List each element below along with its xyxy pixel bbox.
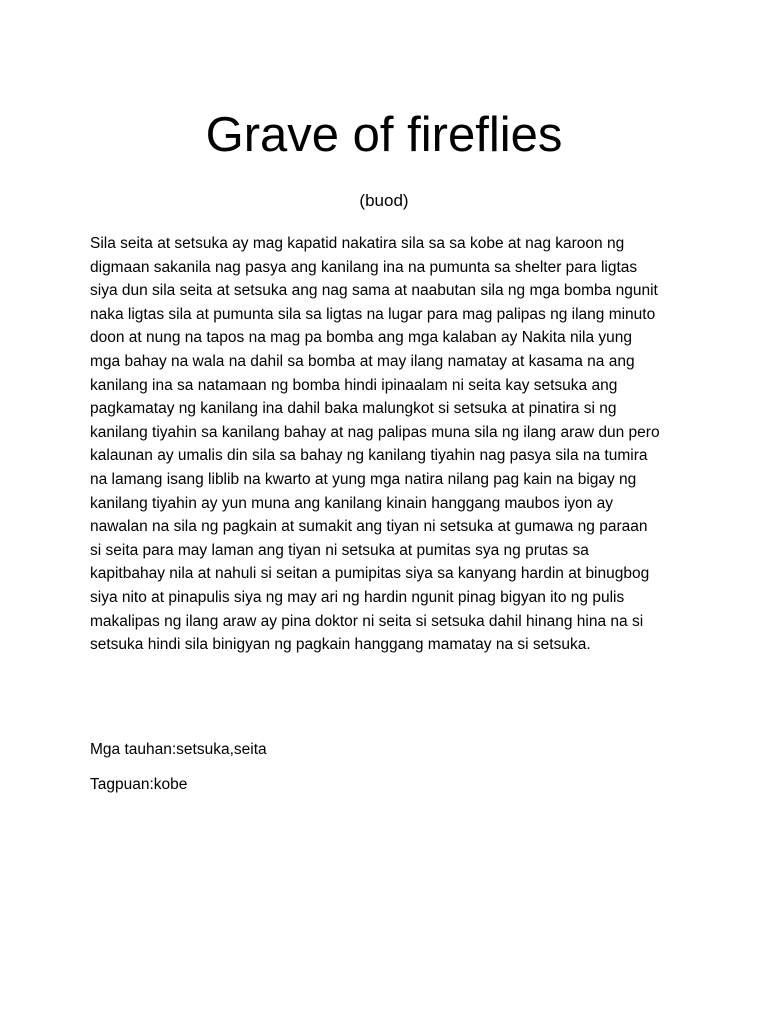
summary-paragraph — [90, 232, 690, 657]
summary-line: Sila seita at setsuka ay mag kapatid nakatira sila sa sa kobe at nag karoon ng — [90, 235, 625, 252]
summary-line: kanilang ina sa natamaan ng bomba hindi ipinaalam ni seita kay setsuka ang — [90, 376, 618, 394]
summary-line: nawalan na sila ng pagkain at sumakit ang tiyan ni setsuka at gumawa ng paraan — [90, 518, 648, 536]
summary-line: digmaan sakanila nag pasya ang kanilang ina na pumunta sa shelter para ligtas — [90, 258, 638, 276]
summary-line: na lamang isang liblib na kwarto at yung mga natira nilang pag kain na bigay ng — [90, 470, 637, 488]
summary-line: kapitbahay nila at nahuli si seitan a pumipitas siya sa kanyang hardin at binugbog — [90, 565, 650, 583]
summary-line: kanilang tiyahin sa kanilang bahay at nag palipas muna sila ng ilang araw dun pero — [90, 423, 660, 441]
summary-line: siya nito at pinapulis siya ng may ari ng hardin ngunit pinag bigyan ito ng pulis — [90, 588, 625, 606]
summary-line: si seita para may laman ang tiyan ni setsuka at pumitas sya ng prutas sa — [90, 541, 589, 559]
document-subtitle: (buod) — [359, 191, 409, 210]
summary-line: pagkamatay ng kanilang ina dahil baka malungkot si setsuka at pinatira si ng — [90, 400, 617, 418]
summary-line: makalipas ng ilang araw ay pina doktor ni seita si setsuka dahil hinang hina na si — [90, 612, 644, 630]
summary-line: siya dun sila seita at setsuka ang nag sama at naabutan sila ng mga bomba ngunit — [90, 282, 658, 300]
characters-line: Mga tauhan:setsuka,seita — [90, 741, 267, 758]
summary-line: naka ligtas sila at pumunta sila sa ligtas na lugar para mag palipas ng ilang minuto — [90, 305, 656, 323]
summary-line: doon at nung na tapos na mag pa bomba ang mga kalaban ay Nakita nila yung — [90, 329, 633, 347]
summary-line: setsuka hindi sila binigyan ng pagkain hanggang mamatay na si setsuka. — [90, 636, 591, 654]
summary-line: mga bahay na wala na dahil sa bomba at may ilang namatay at kasama na ang — [90, 352, 635, 370]
summary-line: kalaunan ay umalis din sila sa bahay ng kanilang tiyahin nag pasya sila na tumira — [90, 447, 648, 465]
setting-line: Tagpuan:kobe — [90, 776, 188, 793]
summary-line: kanilang tiyahin ay yun muna ang kanilang kinain hanggang maubos iyon ay — [90, 494, 614, 512]
document-title: Grave of fireflies — [205, 108, 563, 162]
